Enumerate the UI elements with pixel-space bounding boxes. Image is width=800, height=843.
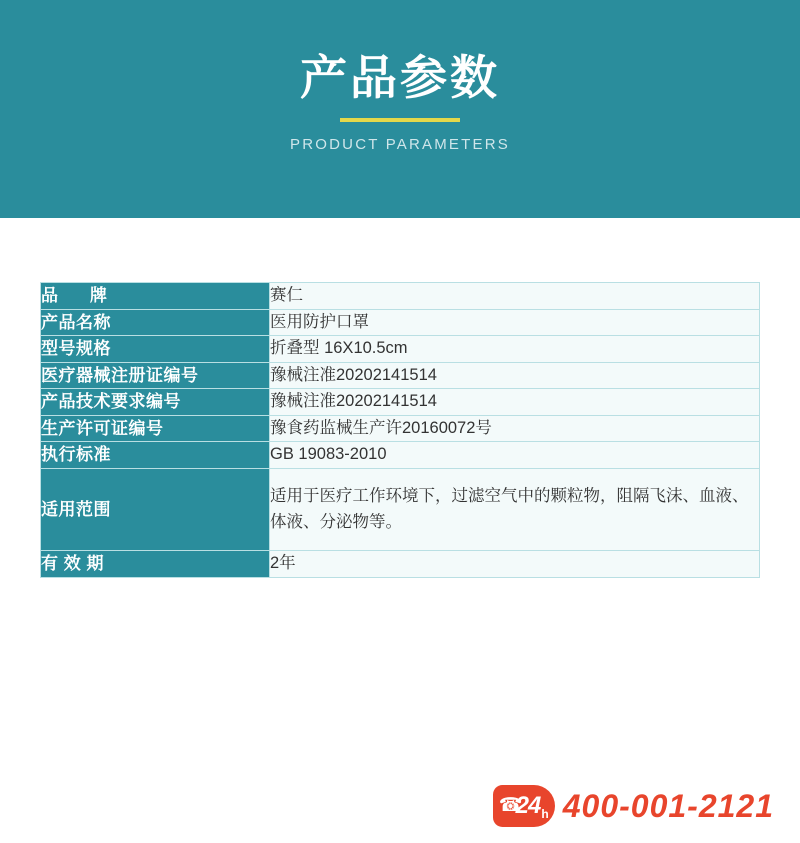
spec-label: 执行标准 bbox=[41, 442, 270, 469]
spec-label: 型号规格 bbox=[41, 336, 270, 363]
spec-value: 医用防护口罩 bbox=[270, 309, 760, 336]
spec-label: 适用范围 bbox=[41, 468, 270, 550]
spec-label: 产品名称 bbox=[41, 309, 270, 336]
page-banner bbox=[0, 0, 800, 218]
hotline-badge bbox=[493, 785, 555, 827]
spec-value: 豫食药监械生产许20160072号 bbox=[270, 415, 760, 442]
hotline-hours: 24 bbox=[515, 792, 541, 819]
phone-icon: ☎ bbox=[498, 795, 523, 816]
hotline-number: 400-001-2121 bbox=[562, 787, 774, 824]
table-row bbox=[41, 309, 760, 336]
table-row bbox=[41, 468, 760, 550]
spec-value: 赛仁 bbox=[270, 283, 760, 310]
spec-value: 折叠型 16X10.5cm bbox=[270, 336, 760, 363]
spec-label: 品 牌 bbox=[41, 283, 270, 310]
spec-label: 医疗器械注册证编号 bbox=[41, 362, 270, 389]
table-row bbox=[41, 415, 760, 442]
table-row bbox=[41, 442, 760, 469]
spec-value: 2年 bbox=[270, 551, 760, 578]
page-title: 产品参数 bbox=[300, 51, 500, 104]
spec-value: 适用于医疗工作环境下，过滤空气中的颗粒物，阻隔飞沫、血液、体液、分泌物等。 bbox=[270, 468, 760, 550]
hotline-hours-unit: h bbox=[541, 807, 549, 821]
table-row bbox=[41, 362, 760, 389]
spec-value: 豫械注准20202141514 bbox=[270, 362, 760, 389]
title-underline bbox=[340, 118, 460, 122]
table-row bbox=[41, 551, 760, 578]
spec-value: 豫械注准20202141514 bbox=[270, 389, 760, 416]
spec-value: GB 19083-2010 bbox=[270, 442, 760, 469]
spec-label: 生产许可证编号 bbox=[41, 415, 270, 442]
spec-label: 产品技术要求编号 bbox=[41, 389, 270, 416]
table-row bbox=[41, 283, 760, 310]
hotline bbox=[493, 783, 774, 829]
table-row bbox=[41, 389, 760, 416]
spec-table bbox=[40, 282, 760, 578]
table-row bbox=[41, 336, 760, 363]
spec-table-body bbox=[41, 283, 760, 578]
page-subtitle: PRODUCT PARAMETERS bbox=[290, 135, 510, 153]
spec-label: 有 效 期 bbox=[41, 551, 270, 578]
